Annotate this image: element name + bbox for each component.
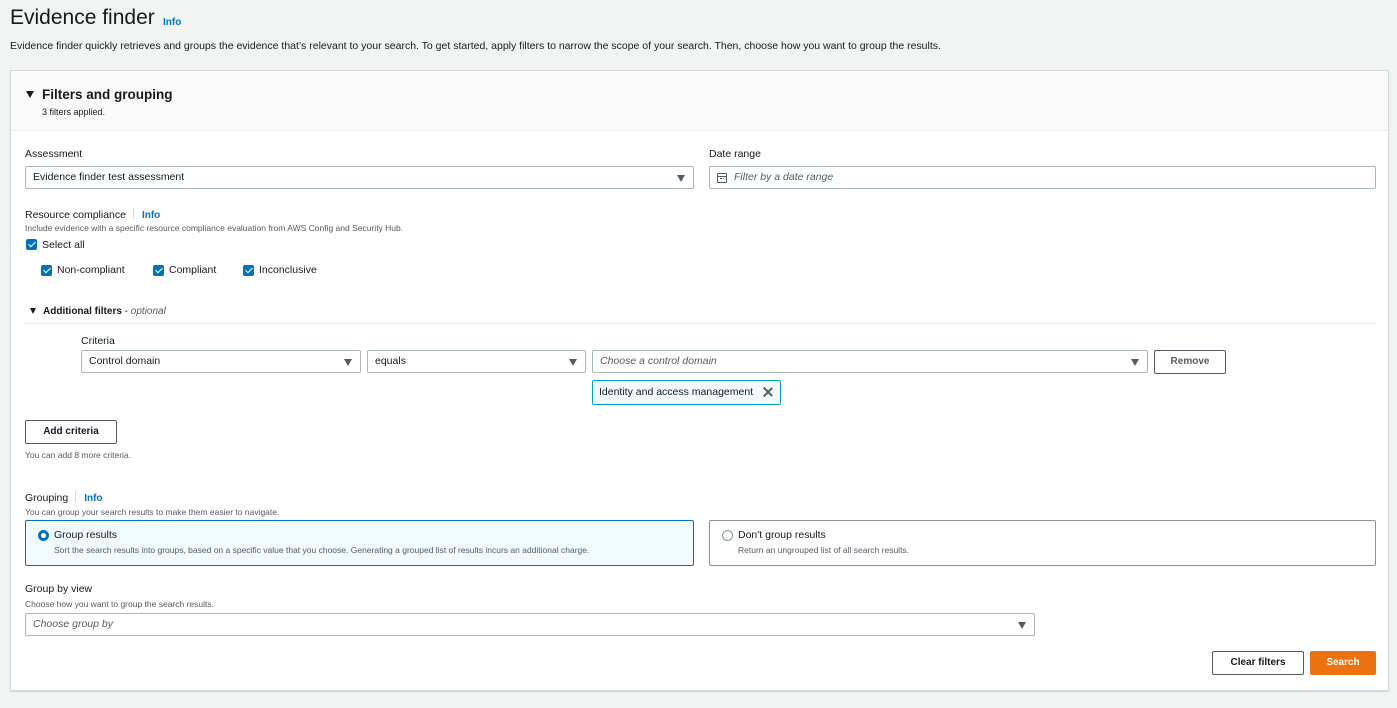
- group-by-hint: Choose how you want to group the search results.: [25, 599, 214, 609]
- additional-filters-title: Additional filters: [43, 306, 122, 317]
- dropdown-arrow-icon: [1018, 622, 1026, 629]
- title-info-link[interactable]: Info: [163, 17, 182, 28]
- additional-filters-divider: [25, 323, 1376, 324]
- grouping-label: [25, 491, 103, 504]
- resource-compliance-label: [25, 208, 160, 221]
- resource-compliance-hint: Include evidence with a specific resource compliance evaluation from AWS Config and Security Hub.: [25, 223, 404, 233]
- select-all-checkbox[interactable]: [26, 239, 37, 250]
- compliant-label[interactable]: Compliant: [169, 264, 217, 276]
- date-range-input[interactable]: [709, 166, 1376, 189]
- additional-filters-optional: optional: [130, 306, 166, 317]
- criteria-operator-select[interactable]: [367, 350, 586, 373]
- resource-compliance-info-link[interactable]: Info: [141, 210, 161, 221]
- panel-subtitle: 3 filters applied.: [42, 107, 106, 117]
- remove-criteria-button[interactable]: Remove: [1154, 350, 1226, 374]
- separator: [133, 208, 134, 219]
- group-results-title: Group results: [54, 529, 118, 541]
- dropdown-arrow-icon: [1131, 359, 1139, 366]
- non-compliant-label[interactable]: Non-compliant: [57, 264, 125, 276]
- close-icon[interactable]: [762, 386, 774, 398]
- filters-panel: [10, 70, 1389, 691]
- selected-token: [592, 380, 781, 405]
- select-all-label[interactable]: Select all: [42, 239, 85, 251]
- clear-filters-button[interactable]: Clear filters: [1212, 651, 1304, 675]
- dropdown-arrow-icon: [569, 359, 577, 366]
- page-description: Evidence finder quickly retrieves and groups the evidence that’s relevant to your search. To get started, apply filters to narrow the scope of your search. Then, choose how you want to group the results.: [10, 40, 941, 52]
- dont-group-results-tile[interactable]: [709, 520, 1376, 566]
- token-label: Identity and access management: [599, 386, 754, 398]
- inconclusive-checkbox[interactable]: [243, 265, 254, 276]
- dont-group-results-radio[interactable]: [722, 530, 733, 541]
- assessment-select[interactable]: [25, 166, 694, 189]
- caret-down-icon[interactable]: [26, 91, 34, 98]
- assessment-label: Assessment: [25, 148, 83, 160]
- dropdown-arrow-icon: [677, 175, 685, 182]
- grouping-text: Grouping: [25, 492, 69, 504]
- separator: [75, 491, 76, 502]
- date-range-label: Date range: [709, 148, 761, 160]
- add-criteria-button[interactable]: Add criteria: [25, 420, 117, 444]
- panel-title[interactable]: Filters and grouping: [42, 87, 173, 102]
- dont-group-results-title: Don't group results: [738, 529, 826, 541]
- panel-header[interactable]: [11, 71, 1388, 131]
- additional-filters-header[interactable]: Additional filters - optional: [43, 306, 166, 317]
- dont-group-results-desc: Return an ungrouped list of all search results.: [738, 545, 910, 555]
- criteria-field-value: Control domain: [89, 355, 161, 367]
- grouping-info-link[interactable]: Info: [84, 493, 103, 504]
- dropdown-arrow-icon: [344, 359, 352, 366]
- group-by-label: Group by view: [25, 583, 93, 595]
- assessment-value: Evidence finder test assessment: [33, 171, 185, 183]
- criteria-operator-value: equals: [375, 355, 406, 367]
- criteria-field-select[interactable]: [81, 350, 361, 373]
- additional-filters-caret-icon[interactable]: [30, 308, 36, 314]
- group-results-desc: Sort the search results into groups, based on a specific value that you choose. Generating a grouped list of results incurs an additional charge.: [54, 545, 590, 555]
- search-button[interactable]: Search: [1310, 651, 1376, 675]
- group-by-placeholder: Choose group by: [33, 618, 113, 630]
- compliant-checkbox[interactable]: [153, 265, 164, 276]
- calendar-icon: [717, 173, 727, 183]
- group-results-tile[interactable]: [25, 520, 694, 566]
- criteria-label: Criteria: [81, 335, 115, 347]
- group-by-select[interactable]: [25, 613, 1035, 636]
- non-compliant-checkbox[interactable]: [41, 265, 52, 276]
- criteria-value-select[interactable]: [592, 350, 1148, 373]
- grouping-hint: You can group your search results to make them easier to navigate.: [25, 507, 280, 517]
- page-title: Evidence finder: [10, 6, 155, 29]
- criteria-value-placeholder: Choose a control domain: [600, 355, 717, 367]
- group-results-radio[interactable]: [38, 530, 49, 541]
- date-range-placeholder: Filter by a date range: [734, 171, 834, 183]
- inconclusive-label[interactable]: Inconclusive: [259, 264, 317, 276]
- add-criteria-hint: You can add 8 more criteria.: [25, 450, 131, 460]
- resource-compliance-text: Resource compliance: [25, 209, 126, 221]
